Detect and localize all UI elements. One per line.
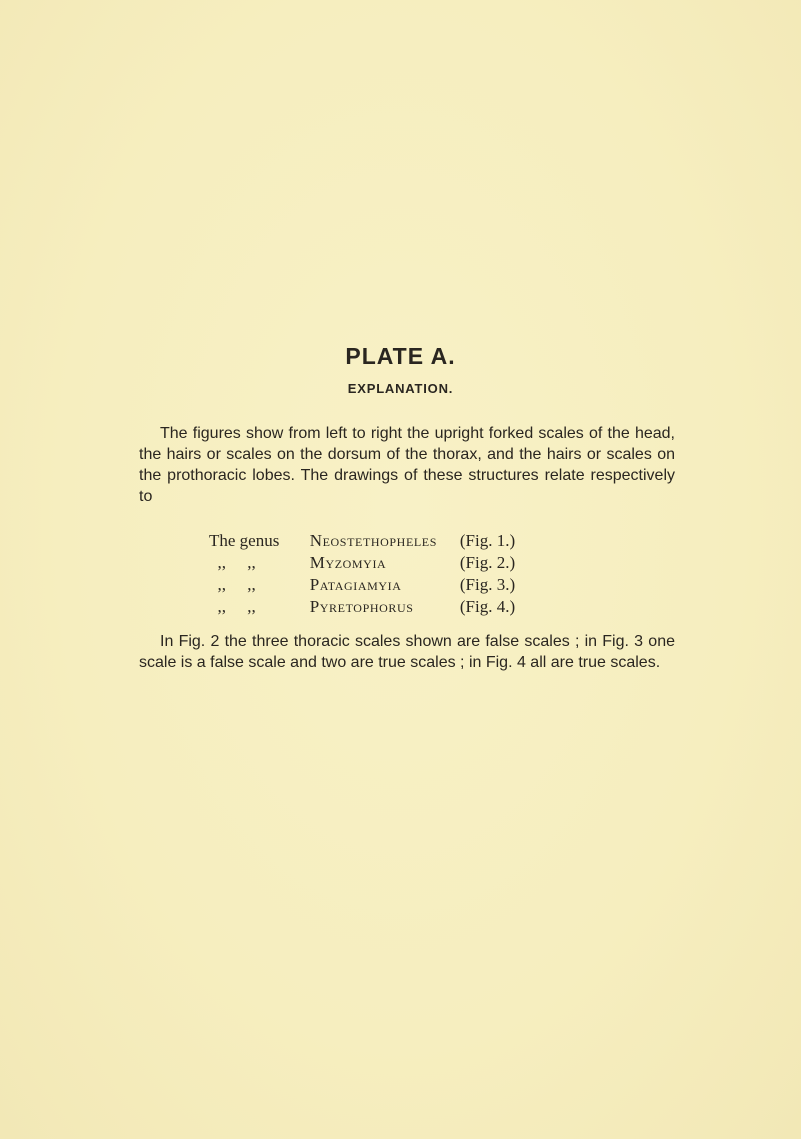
genus-prefix: ,, ,, bbox=[209, 575, 256, 594]
figure-reference: (Fig. 4.) bbox=[459, 597, 516, 616]
figure-reference: (Fig. 1.) bbox=[459, 531, 516, 550]
genus-row bbox=[209, 597, 529, 619]
genus-row bbox=[209, 531, 529, 553]
genus-prefix: The genus bbox=[209, 531, 280, 550]
genus-prefix: ,, ,, bbox=[209, 553, 256, 572]
genus-list bbox=[209, 531, 529, 619]
plate-title: PLATE A. bbox=[345, 343, 456, 369]
genus-name: Patagiamyia bbox=[309, 575, 402, 594]
genus-row bbox=[209, 553, 529, 575]
genus-row bbox=[209, 575, 529, 597]
genus-name: Myzomyia bbox=[309, 553, 387, 572]
genus-name: Neostethopheles bbox=[309, 531, 438, 550]
genus-prefix: ,, ,, bbox=[209, 597, 256, 616]
figure-reference: (Fig. 3.) bbox=[459, 575, 516, 594]
figure-reference: (Fig. 2.) bbox=[459, 553, 516, 572]
genus-name: Pyretophorus bbox=[309, 597, 414, 616]
intro-paragraph: The figures show from left to right the upright forked scales of the head, the hairs or scales on the dorsum of the thorax, and the hairs or scales on the prothoracic lobes. The drawings of these structures relate respectively to bbox=[139, 425, 675, 505]
explanation-heading: EXPLANATION. bbox=[347, 381, 454, 396]
conclusion-paragraph: In Fig. 2 the three thoracic scales shown are false scales ; in Fig. 3 one scale is a false scale and two are true scales ; in Fig. 4 all are true scales. bbox=[139, 633, 675, 671]
